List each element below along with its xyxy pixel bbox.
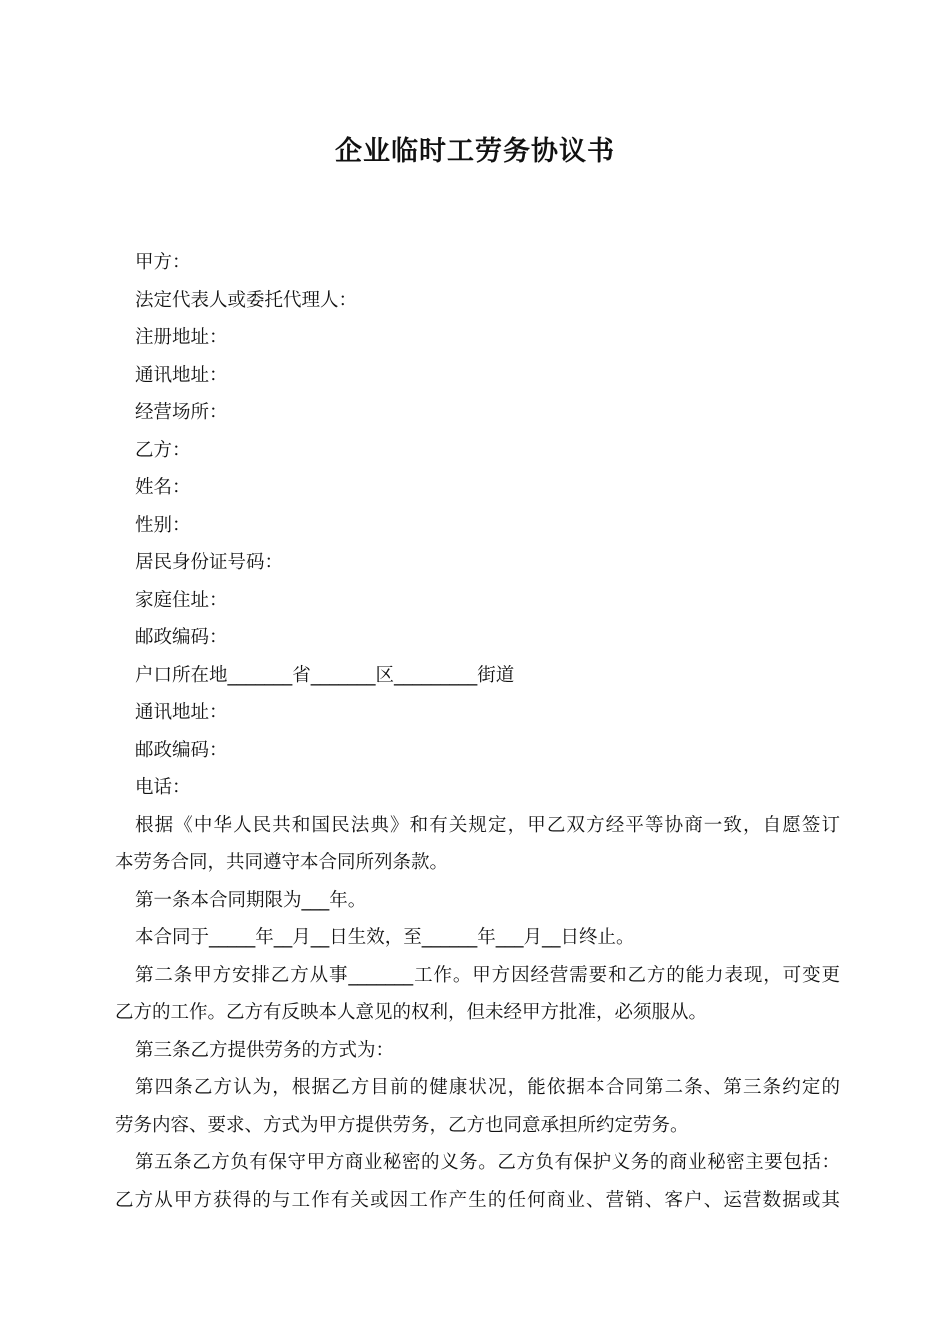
article-2-line-2: 乙方的工作。乙方有反映本人意见的权利，但未经甲方批准，必须服从。: [115, 1002, 708, 1023]
article-3-line: 第三条乙方提供劳务的方式为：: [135, 1039, 395, 1061]
party-b-line: 乙方：: [135, 439, 191, 461]
name-line: 姓名：: [135, 477, 191, 498]
preamble-line-1: 根据《中华人民共和国民法典》和有关规定，甲乙双方经平等协商一致，自愿签订: [135, 814, 840, 836]
contract-period-line: 本合同于_____年__月__日生效，至______年___月__日终止。: [135, 927, 635, 948]
party-a-line: 甲方：: [135, 252, 191, 273]
phone-line: 电话：: [135, 777, 191, 798]
mailing-address-line: 通讯地址：: [135, 364, 228, 386]
document-title: 企业临时工劳务协议书: [335, 136, 615, 167]
home-address-line: 家庭住址：: [135, 589, 228, 611]
postal-code-line: 邮政编码：: [135, 627, 228, 648]
gender-line: 性别：: [135, 514, 191, 536]
registered-address-line: 注册地址：: [135, 327, 228, 348]
party-b-postal-code-line: 邮政编码：: [135, 739, 228, 761]
preamble-line-2: 本劳务合同，共同遵守本合同所列条款。: [115, 852, 449, 873]
business-premises-line: 经营场所：: [135, 402, 228, 423]
article-4-line-1: 第四条乙方认为，根据乙方目前的健康状况，能依据本合同第二条、第三条约定的: [135, 1077, 840, 1098]
article-5-line-2: 乙方从甲方获得的与工作有关或因工作产生的任何商业、营销、客户、运营数据或其: [115, 1189, 840, 1211]
id-number-line: 居民身份证号码：: [135, 552, 284, 573]
legal-representative-line: 法定代表人或委托代理人：: [135, 289, 358, 311]
party-b-mailing-address-line: 通讯地址：: [135, 702, 228, 723]
article-5-line-1: 第五条乙方负有保守甲方商业秘密的义务。乙方负有保护义务的商业秘密主要包括：: [135, 1152, 840, 1173]
article-1-line: 第一条本合同期限为___年。: [135, 889, 367, 911]
article-4-line-2: 劳务内容、要求、方式为甲方提供劳务，乙方也同意承担所约定劳务。: [115, 1114, 689, 1136]
document-body: [115, 244, 840, 1219]
household-registration-line: 户口所在地_______省_______区_________街道: [135, 664, 515, 686]
article-2-line-1: 第二条甲方安排乙方从事_______工作。甲方因经营需要和乙方的能力表现，可变更: [135, 964, 840, 986]
